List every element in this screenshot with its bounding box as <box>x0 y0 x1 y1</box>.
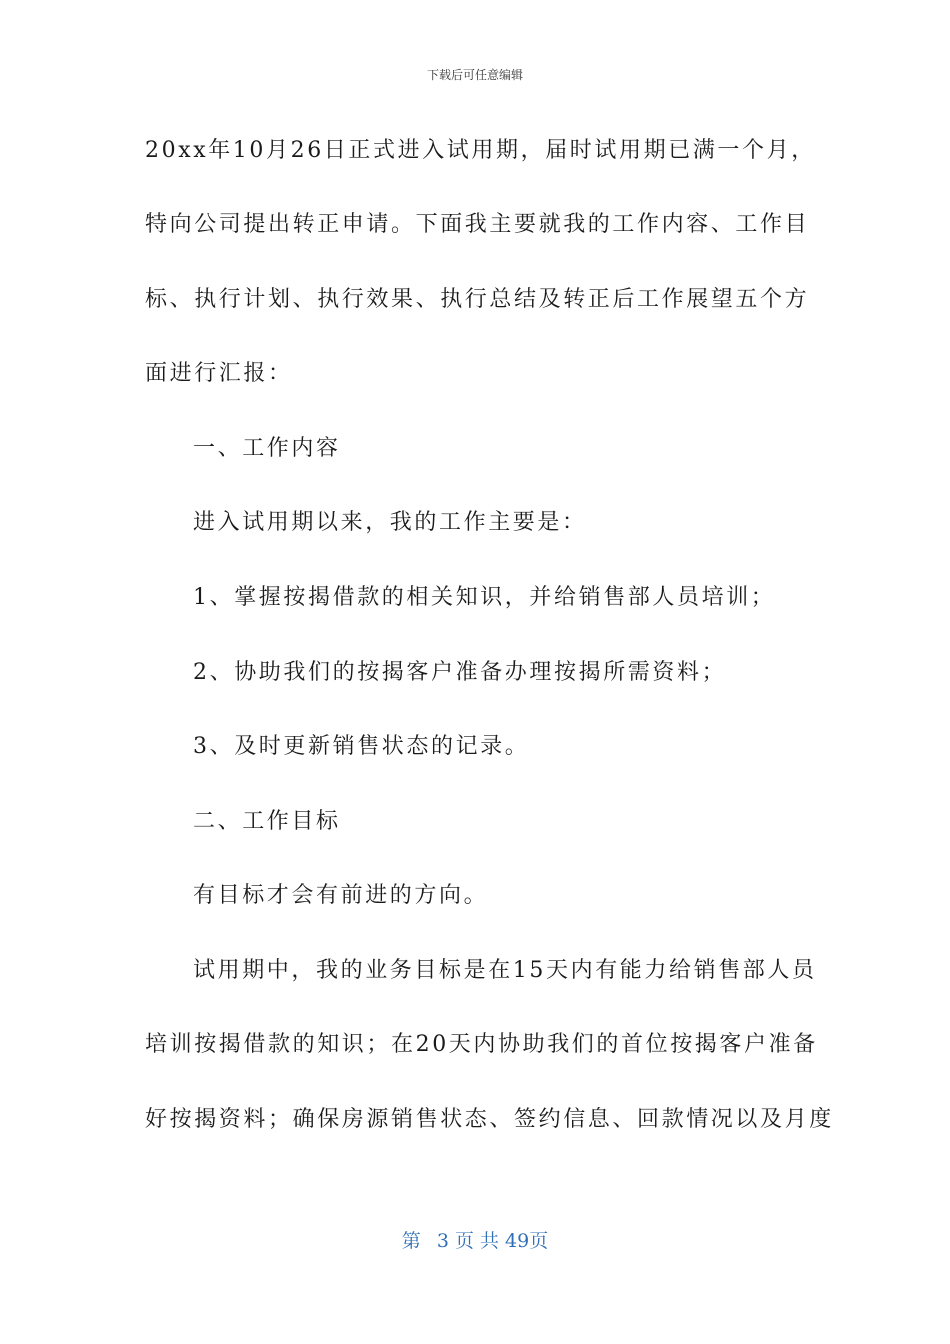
current-page-number: 3 <box>436 1230 449 1252</box>
footer-mid: 页 共 <box>454 1230 499 1252</box>
list-item-1: 1、掌握按揭借款的相关知识，并给销售部人员培训； <box>193 585 776 610</box>
footer-suffix: 页 <box>529 1230 549 1252</box>
list-item-3: 3、及时更新销售状态的记录。 <box>193 734 530 759</box>
list-item-2: 2、协助我们的按揭客户准备办理按揭所需资料； <box>193 660 727 685</box>
body-line-13: 培训按揭借款的知识；在20天内协助我们的首位按揭客户准备 <box>145 1032 818 1057</box>
header-note: 下载后可任意编辑 <box>426 68 523 82</box>
body-line-3: 标、执行计划、执行效果、执行总结及转正后工作展望五个方 <box>145 287 810 312</box>
body-line-14: 好按揭资料；确保房源销售状态、签约信息、回款情况以及月度 <box>145 1107 834 1132</box>
footer-prefix: 第 <box>401 1230 421 1252</box>
body-line-1: 20xx年10月26日正式进入试用期，届时试用期已满一个月， <box>145 138 816 163</box>
body-line-2: 特向公司提出转正申请。下面我主要就我的工作内容、工作目 <box>145 212 810 237</box>
body-line-4: 面进行汇报： <box>145 361 293 386</box>
body-line-11: 有目标才会有前进的方向。 <box>193 883 489 908</box>
body-line-6: 进入试用期以来，我的工作主要是： <box>193 510 587 535</box>
total-pages-number: 49 <box>505 1230 530 1252</box>
section-heading-1: 一、工作内容 <box>193 436 341 461</box>
body-line-12: 试用期中，我的业务目标是在15天内有能力给销售部人员 <box>193 958 817 983</box>
page-footer <box>0 1226 950 1253</box>
section-heading-2: 二、工作目标 <box>193 809 341 834</box>
